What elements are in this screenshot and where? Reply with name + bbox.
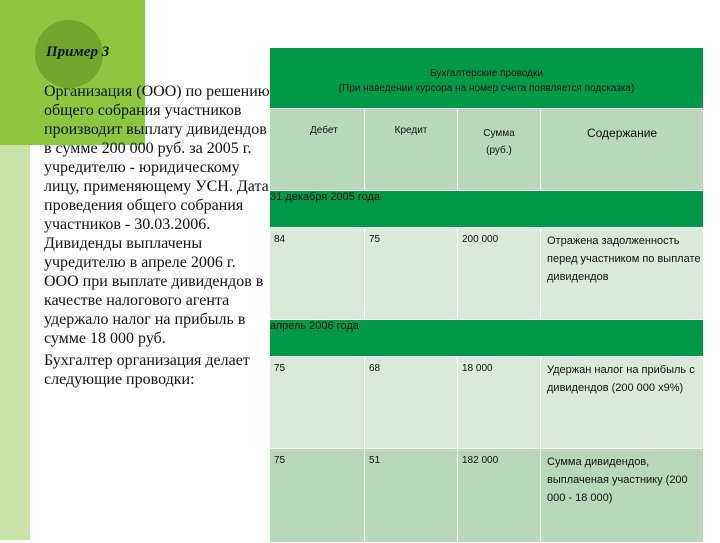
entry-credit: 51 <box>365 449 458 543</box>
example-title: Пример 3 <box>46 44 110 60</box>
entry-debit: 75 <box>270 449 365 543</box>
entry-sum: 18 000 <box>458 357 541 449</box>
section-date: 31 декабря 2005 года <box>270 191 704 228</box>
accounting-entries-table <box>269 47 704 543</box>
table-title: Бухгалтерские проводки <box>430 68 543 79</box>
column-header-sum-line1: Сумма <box>483 128 515 139</box>
entry-credit: 68 <box>365 357 458 449</box>
section-date: апрель 2006 года <box>270 320 704 357</box>
decorative-bar <box>0 145 30 540</box>
table-subtitle: (При наведении курсора на номер счета появляется подсказка) <box>338 83 635 94</box>
description-paragraph-1: Организация (ООО) по решению общего собрания участников производит выплату дивидендов в сумме 200 000 руб. за 2005 г. учредителю - юридическому лицу, применяющему УСН. Дата проведения общего собрания участников - 30.03.2006. Дивиденды выплачены учредителю в апреле 2006 г. <box>44 83 270 271</box>
column-header-sum <box>458 109 541 191</box>
entry-sum: 200 000 <box>458 228 541 320</box>
description-paragraph-3: Бухгалтер организация делает следующие проводки: <box>44 352 250 388</box>
column-header-credit: Кредит <box>365 109 458 191</box>
example-description <box>44 82 270 389</box>
description-paragraph-2: ООО при выплате дивидендов в качестве налогового агента удержало налог на прибыль в сумме 18 000 руб. <box>44 273 264 347</box>
column-header-content: Содержание <box>541 109 704 191</box>
entry-debit: 75 <box>270 357 365 449</box>
entry-debit: 84 <box>270 228 365 320</box>
column-header-debit: Дебет <box>270 109 365 191</box>
entry-description: Сумма дивидендов, выплаченая участнику (200 000 - 18 000) <box>541 449 704 543</box>
entry-description: Отражена задолженность перед участником по выплате дивидендов <box>541 228 704 320</box>
entry-description: Удержан налог на прибыль с дивидендов (200 000 х9%) <box>541 357 704 449</box>
table-header <box>270 48 704 109</box>
entry-sum: 182 000 <box>458 449 541 543</box>
column-header-sum-line2: (руб.) <box>486 145 512 156</box>
entry-credit: 75 <box>365 228 458 320</box>
